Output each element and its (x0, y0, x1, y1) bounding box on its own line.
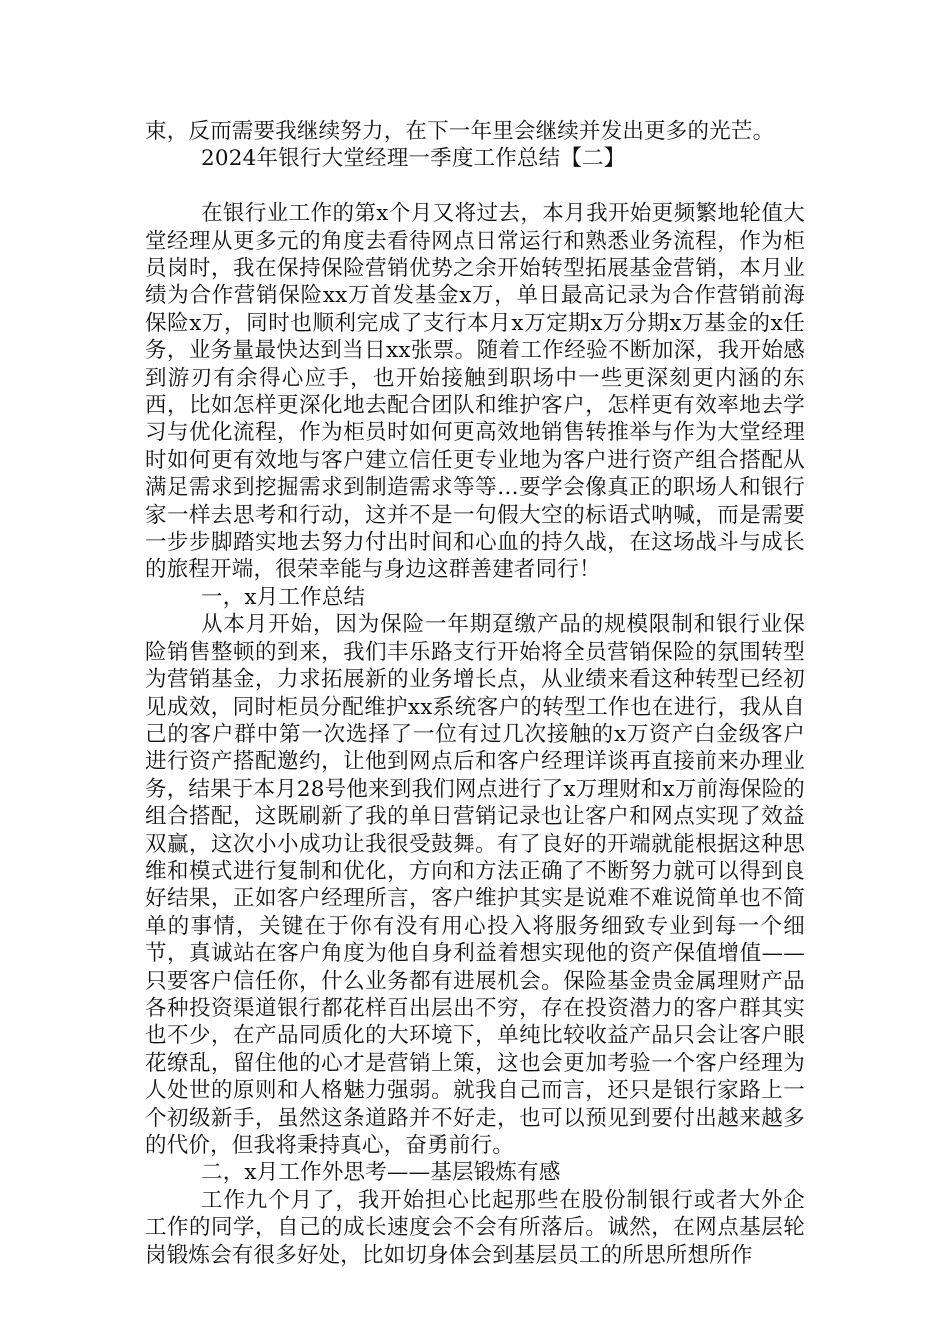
document-title: 2024年银行大堂经理一季度工作总结【二】 (201, 146, 626, 172)
blank-line (145, 173, 805, 200)
intro-paragraph: 在银行业工作的第x个月又将过去，本月我开始更频繁地轮值大堂经理从更多元的角度去看待网点日常运行和熟悉业务流程，作为柜员岗时，我在保持保险营销优势之余开始转型拓展基金营销，本月业绩为合作营销保险xx万首发基金x万，单日最高记录为合作营销前海保险x万，同时也顺利完成了支行本月x万定期x万分期x万基金的x任务，业务量最快达到当日xx张票。随着工作经验不断加深，我开始感到游刃有余得心应手，也开始接触到职场中一些更深刻更内涵的东西，比如怎样更深化地去配合团队和维护客户，怎样更有效率地去学习与优化流程，作为柜员时如何更高效地销售转推举与作为大堂经理时如何更有效地与客户建立信任更专业地为客户进行资产组合搭配从满足需求到挖掘需求到制造需求等等…要学会像真正的职场人和银行家一样去思考和行动，这并不是一句假大空的标语式呐喊，而是需要一步步脚踏实地去努力付出时间和心血的持久战，在这场战斗与成长的旅程开端，很荣幸能与身边这群善建者同行！ (145, 201, 805, 583)
continuation-paragraph: 束，反而需要我继续努力，在下一年里会继续并发出更多的光芒。 (145, 119, 775, 144)
section-1-body: 从本月开始，因为保险一年期趸缴产品的规模限制和银行业保险销售整顿的到来，我们丰乐路支行开始将全员营销保险的氛围转型为营销基金，力求拓展新的业务增长点，从业绩来看这种转型已经初见成效，同时柜员分配维护xx系统客户的转型工作也在进行，我从自己的客户群中第一次选择了一位有过几次接触的x万资产白金级客户进行资产搭配邀约，让他到网点后和客户经理详谈再直接前来办理业务，结果于本月28号他来到我们网点进行了x万理财和x万前海保险的组合搭配，这既刷新了我的单日营销记录也让客户和网点实现了效益双赢，这次小小成功让我很受鼓舞。有了良好的开端就能根据这种思维和模式进行复制和优化，方向和方法正确了不断努力就可以得到良好结果，正如客户经理所言，客户维护其实是说难不难说简单也不简单的事情，关键在于你有没有用心投入将服务细致专业到每一个细节，真诚站在客户角度为他自身利益着想实现他的资产保值增值——只要客户信任你，什么业务都有进展机会。保险基金贵金属理财产品各种投资渠道银行都花样百出层出不穷，存在投资潜力的客户群其实也不少，在产品同质化的大环境下，单纯比较收益产品只会让客户眼花缭乱，留住他的心才是营销上策，这也会更加考验一个客户经理为人处世的原则和人格魅力强弱。就我自己而言，还只是银行家路上一个初级新手，虽然这条道路并不好走，也可以预见到要付出越来越多的代价，但我将秉持真心，奋勇前行。 (145, 612, 806, 1159)
section-2-heading: 二，x月工作外思考——基层锻炼有感 (201, 1160, 561, 1186)
section-2-body: 工作九个月了，我开始担心比起那些在股份制银行或者大外企工作的同学，自己的成长速度会不会有所落后。诚然，在网点基层轮岗锻炼会有很多好处，比如切身体会到基层员工的所思所想所作 (145, 1187, 805, 1268)
section-1-heading: 一，x月工作总结 (201, 584, 366, 610)
document-page (145, 118, 805, 1269)
